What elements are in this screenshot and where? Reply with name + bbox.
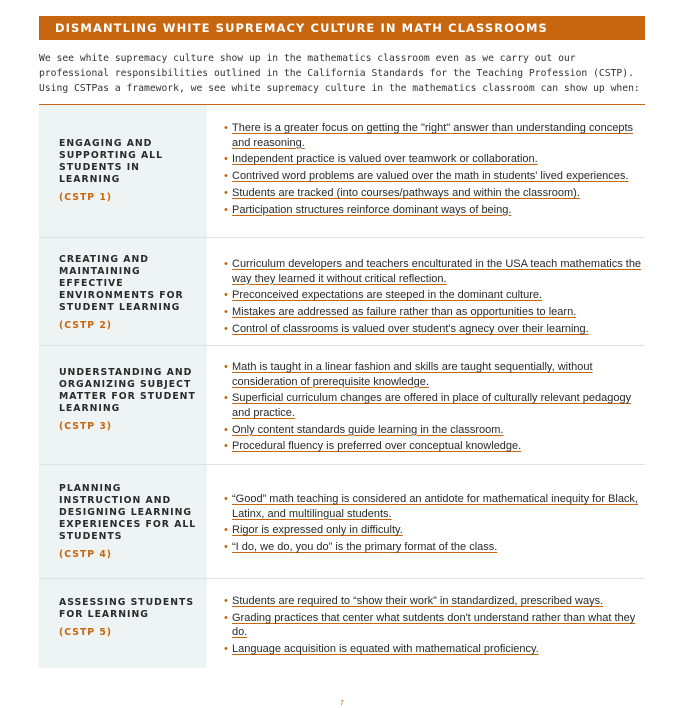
- row-label-text: UNDERSTANDING AND ORGANIZING SUBJECT MATTER FOR STUDENT LEARNING: [59, 367, 196, 414]
- row-label-text: CREATING AND MAINTAINING EFFECTIVE ENVIRONMENTS FOR STUDENT LEARNING: [59, 254, 184, 313]
- bullet-icon: •: [224, 361, 228, 373]
- bullet-icon: •: [224, 289, 228, 302]
- list-item: • “I do, we do, you do” is the primary format of the class.: [224, 541, 498, 554]
- cstp-code: (CSTP 1): [59, 192, 113, 203]
- list-item: • Contrived word problems are valued over the math in students' lived experiences.: [224, 170, 629, 183]
- list-item: • Language acquisition is equated with mathematical proficiency.: [224, 643, 539, 656]
- row-label: [59, 597, 199, 639]
- item-list: [224, 594, 649, 659]
- list-item: • Preconceived expectations are steeped in the dominant culture.: [224, 289, 543, 302]
- item-list: [224, 257, 649, 339]
- bullet-icon: •: [224, 306, 228, 319]
- list-item: • Superficial curriculum changes are offered in place of culturally relevant pedagogy and practice.: [224, 392, 632, 419]
- intro-paragraph: We see white supremacy culture show up in the mathematics classroom even as we carry out our professional responsibilities outlined in the California Standards for the Teaching Profession (CSTP). Using CSTPas a framework, we see white supremacy culture in the mathematics classroom can show up when:: [39, 53, 640, 94]
- page-number: 7: [340, 700, 344, 707]
- list-item: • Independent practice is valued over teamwork or collaboration.: [224, 153, 538, 166]
- list-item: • Mistakes are addressed as failure rather than as opportunities to learn.: [224, 306, 577, 319]
- bullet-icon: •: [224, 153, 228, 166]
- bullet-icon: •: [224, 170, 228, 183]
- list-item: • Rigor is expressed only in difficulty.: [224, 524, 403, 537]
- cstp-row-3: [39, 346, 645, 464]
- bullet-icon: •: [224, 322, 228, 335]
- bullet-icon: •: [224, 595, 228, 607]
- bullet-icon: •: [224, 186, 228, 199]
- bullet-icon: •: [224, 524, 228, 537]
- bullet-icon: •: [224, 440, 228, 453]
- row-label: [59, 138, 199, 204]
- list-item: • Math is taught in a linear fashion and skills are taught sequentially, without consideration of prerequisite knowledge.: [224, 361, 593, 388]
- list-item: • Only content standards guide learning in the classroom.: [224, 423, 504, 436]
- banner-title: DISMANTLING WHITE SUPREMACY CULTURE IN MATH CLASSROOMS: [55, 21, 548, 35]
- bullet-icon: •: [224, 122, 228, 134]
- list-item: • “Good” math teaching is considered an antidote for mathematical inequity for Black, Latinx, and multilingual students.: [224, 493, 638, 520]
- row-label: [59, 367, 199, 433]
- row-label-text: ENGAGING AND SUPPORTING ALL STUDENTS IN LEARNING: [59, 138, 164, 185]
- bullet-icon: •: [224, 541, 228, 554]
- cstp-code: (CSTP 2): [59, 320, 113, 331]
- list-item: • Participation structures reinforce dominant ways of being.: [224, 203, 512, 216]
- row-label-text: ASSESSING STUDENTS FOR LEARNING: [59, 597, 195, 620]
- list-item: • Students are tracked (into courses/pathways and within the classroom).: [224, 186, 580, 199]
- bullet-icon: •: [224, 643, 228, 656]
- bullet-icon: •: [224, 392, 228, 405]
- item-list: [224, 360, 649, 456]
- item-list: [224, 492, 649, 557]
- item-list: [224, 121, 649, 219]
- cstp-code: (CSTP 5): [59, 627, 113, 638]
- row-label: [59, 254, 199, 332]
- row-label: [59, 483, 199, 561]
- cstp-row-2: [39, 238, 645, 345]
- list-item: • Curriculum developers and teachers enculturated in the USA teach mathematics the way they learned it without critical reflection.: [224, 258, 642, 285]
- bullet-icon: •: [224, 423, 228, 436]
- list-item: • Procedural fluency is preferred over conceptual knowledge.: [224, 440, 522, 453]
- section-banner: [39, 16, 645, 40]
- row-label-text: PLANNING INSTRUCTION AND DESIGNING LEARNING EXPERIENCES FOR ALL STUDENTS: [59, 483, 197, 542]
- bullet-icon: •: [224, 203, 228, 216]
- cstp-row-5: [39, 579, 645, 668]
- list-item: • Students are required to “show their work” in standardized, prescribed ways.: [224, 595, 604, 607]
- cstp-code: (CSTP 4): [59, 549, 113, 560]
- bullet-icon: •: [224, 258, 228, 270]
- list-item: • Control of classrooms is valued over student's agnecy over their learning.: [224, 322, 589, 335]
- cstp-code: (CSTP 3): [59, 421, 113, 432]
- cstp-row-1: [39, 105, 645, 237]
- list-item: • There is a greater focus on getting the "right" answer than understanding concepts and reasoning.: [224, 122, 633, 149]
- list-item: • Grading practices that center what sutdents don't understand rather than what they do.: [224, 611, 636, 639]
- bullet-icon: •: [224, 611, 228, 624]
- cstp-row-4: [39, 465, 645, 578]
- bullet-icon: •: [224, 493, 228, 505]
